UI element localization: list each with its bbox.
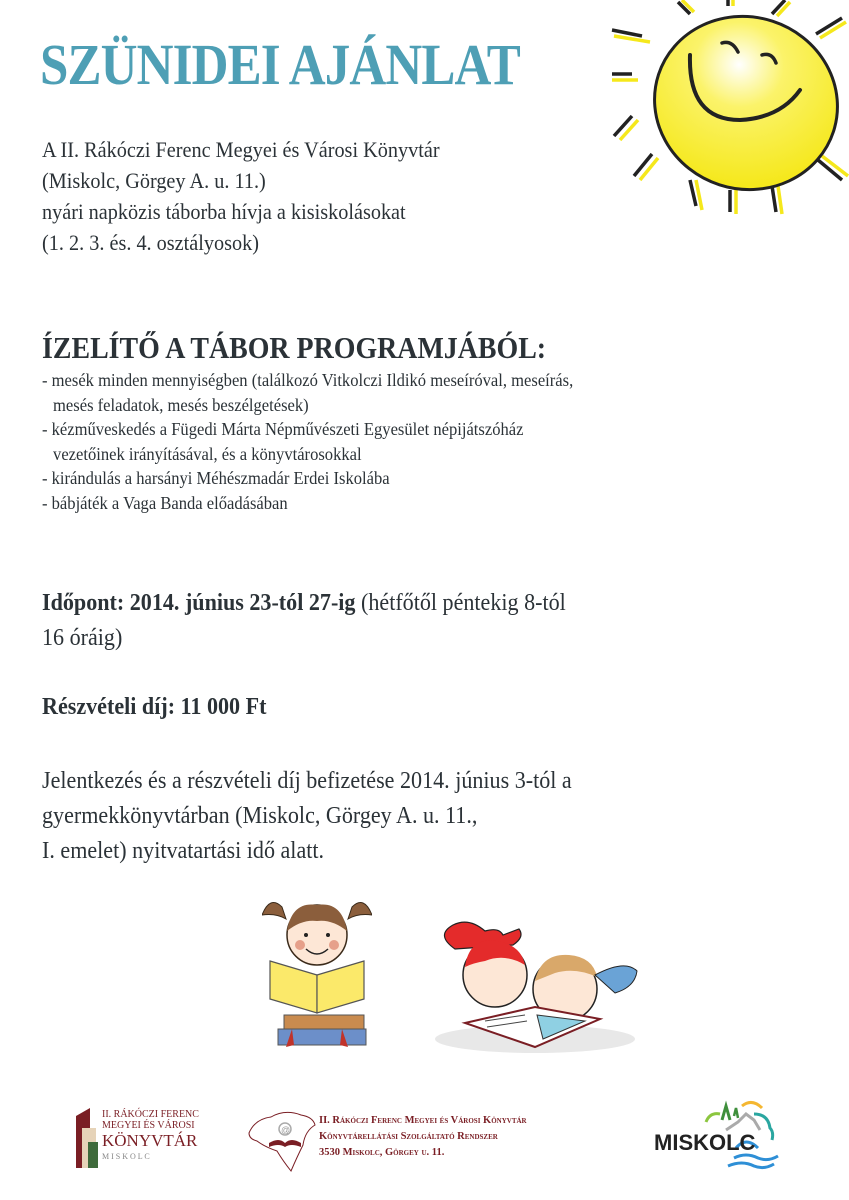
program-item-text: - kirándulás a harsányi Méhészmadár Erdei Iskolába [42, 468, 390, 488]
library-logo-line: MEGYEI ÉS VÁROSI [102, 1120, 195, 1131]
program-item-text: - bábjáték a Vaga Banda előadásában [42, 492, 288, 513]
intro-text [42, 134, 440, 258]
library-logo-line: M I S K O L C [102, 1152, 150, 1161]
library-logo [72, 1108, 212, 1168]
library-service-line: 3530 Miskolc, Görgey u. 11. [319, 1147, 445, 1158]
program-item [42, 466, 573, 491]
library-service-line: Könyvtárellátási Szolgáltató Rendszer [319, 1131, 498, 1142]
page-title: SZÜNIDEI AJÁNLAT [40, 32, 520, 97]
schedule-detail-continued: 16 óráig) [42, 625, 123, 651]
library-building-icon [72, 1108, 102, 1168]
library-service-logo [245, 1105, 625, 1175]
miskolc-logo-text: MISKOLC [654, 1130, 756, 1155]
program-list [42, 368, 573, 515]
program-item-continuation: vezetőinek irányításával, és a könyvtárosokkal [53, 443, 362, 464]
schedule-label: Időpont: 2014. június 23-tól 27-ig [42, 590, 356, 616]
program-item [42, 368, 573, 417]
library-logo-line: KÖNYVTÁR [102, 1131, 198, 1150]
children-reading-book-icon [425, 915, 645, 1055]
program-heading: ÍZELÍTŐ A TÁBOR PROGRAMJÁBÓL: [42, 330, 547, 365]
svg-text:@: @ [281, 1125, 291, 1135]
registration-info [42, 764, 572, 869]
intro-line: (Miskolc, Görgey A. u. 11.) [42, 168, 266, 193]
intro-line: nyári napközis táborba hívja a kisiskolásokat [42, 199, 406, 224]
library-service-text [319, 1113, 527, 1161]
registration-line: I. emelet) nyitvatartási idő alatt. [42, 838, 325, 864]
program-item [42, 491, 573, 516]
county-map-book-icon [245, 1105, 317, 1175]
smiling-sun-icon [610, 0, 849, 220]
library-logo-line: II. RÁKÓCZI FERENC [102, 1109, 199, 1120]
girl-reading-on-books-icon [262, 895, 372, 1055]
intro-line: (1. 2. 3. és. 4. osztályosok) [42, 230, 259, 255]
program-item-continuation: mesés feladatok, mesés beszélgetések) [53, 394, 309, 415]
schedule [42, 586, 566, 656]
program-item-text: - mesék minden mennyiségben (találkozó Vitkolczi Ildikó meseíróval, meseírás, [42, 370, 574, 390]
program-item-text: - kézműveskedés a Fügedi Márta Népművészeti Egyesület népijátszóház [42, 419, 524, 439]
miskolc-city-logo [650, 1100, 790, 1175]
program-item [42, 417, 573, 466]
registration-line: gyermekkönyvtárban (Miskolc, Görgey A. u. 11., [42, 803, 478, 829]
participation-fee: Részvételi díj: 11 000 Ft [42, 694, 267, 720]
intro-line: A II. Rákóczi Ferenc Megyei és Városi Könyvtár [42, 137, 440, 162]
schedule-detail: (hétfőtől péntekig 8-tól [355, 590, 566, 616]
library-service-line: II. Rákóczi Ferenc Megyei és Városi Könyvtár [319, 1115, 527, 1126]
registration-line: Jelentkezés és a részvételi díj befizetése 2014. június 3-tól a [42, 768, 572, 794]
